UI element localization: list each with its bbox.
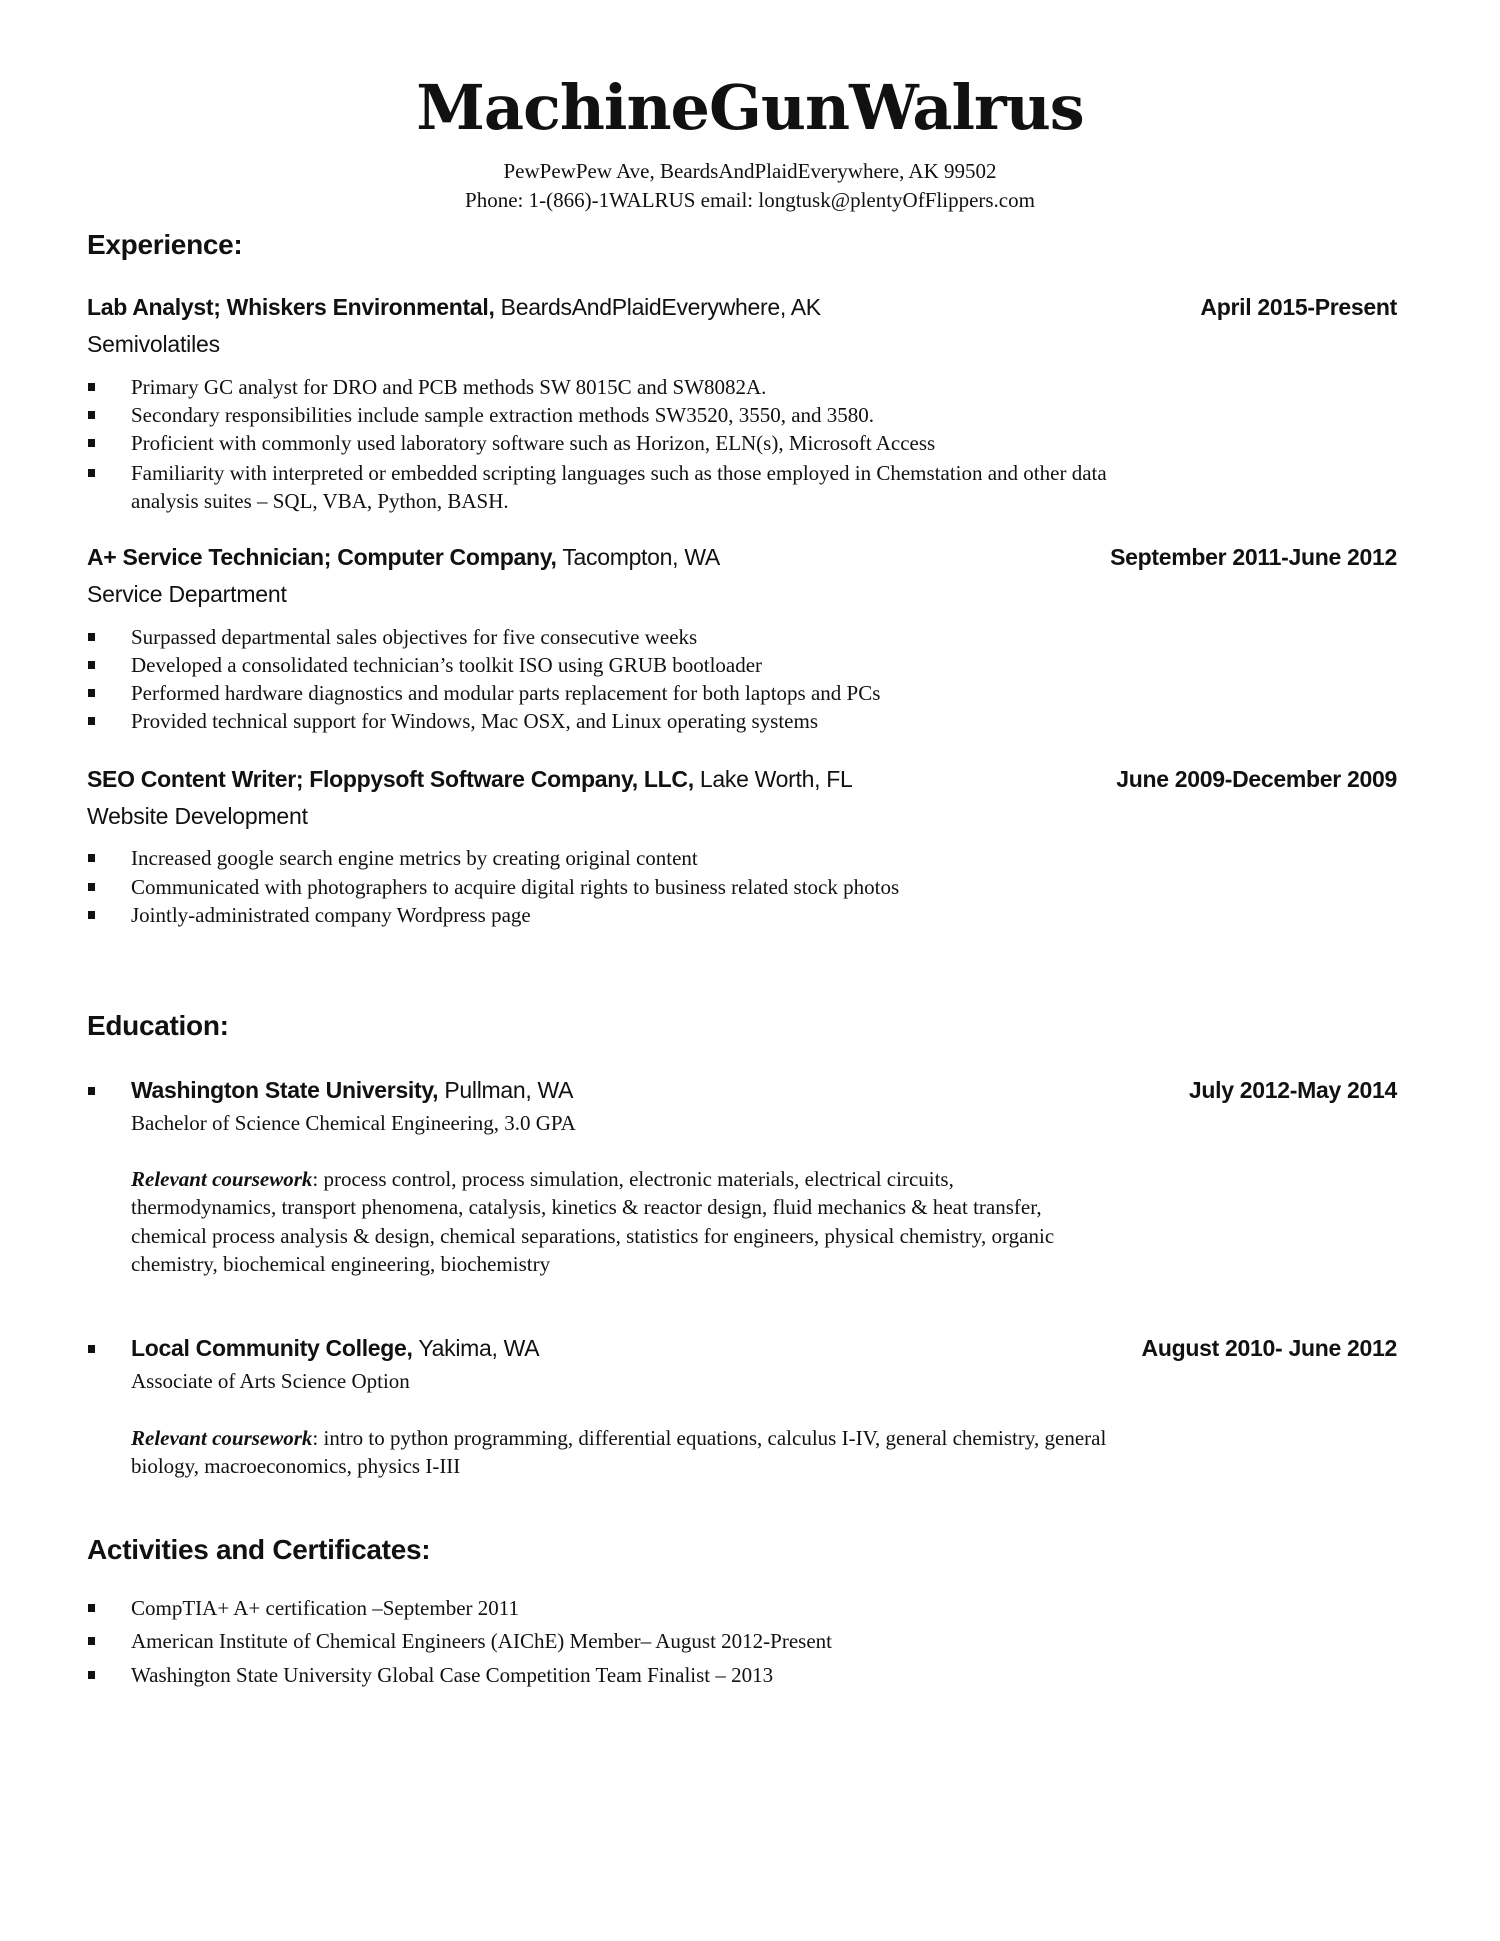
- job-title: Lab Analyst; Whiskers Environmental,: [87, 294, 495, 320]
- list-item: Secondary responsibilities include sample extraction methods SW3520, 3550, and 3580.: [131, 401, 874, 429]
- job-department: Website Development: [87, 803, 308, 829]
- list-item: Developed a consolidated technician’s toolkit ISO using GRUB bootloader: [131, 651, 762, 679]
- job-location: Lake Worth, FL: [699, 766, 853, 792]
- coursework-line: chemical process analysis & design, chemical separations, statistics for engineers, physical chemistry, organic: [131, 1224, 1055, 1248]
- list-item: Jointly-administrated company Wordpress page: [131, 901, 531, 929]
- list-item: Surpassed departmental sales objectives for five consecutive weeks: [131, 623, 697, 651]
- coursework-label: Relevant coursework: [131, 1426, 313, 1450]
- list-item: American Institute of Chemical Engineers (AIChE) Member– August 2012-Present: [131, 1627, 832, 1655]
- school-dates: August 2010- June 2012: [1141, 1335, 1397, 1361]
- bullet-icon: [88, 1087, 95, 1095]
- list-item: Provided technical support for Windows, Mac OSX, and Linux operating systems: [131, 707, 818, 735]
- bullet-icon: [88, 1604, 95, 1612]
- job-title: A+ Service Technician; Computer Company,: [87, 544, 557, 570]
- list-item: Primary GC analyst for DRO and PCB methods SW 8015C and SW8082A.: [131, 373, 766, 401]
- school-location: Pullman, WA: [444, 1077, 574, 1103]
- bullet-icon: [88, 1637, 95, 1645]
- contact-info: Phone: 1-(866)-1WALRUS email: longtusk@plentyOfFlippers.com: [465, 188, 1035, 212]
- list-item: CompTIA+ A+ certification –September 2011: [131, 1594, 519, 1622]
- education-heading: Education:: [87, 1010, 229, 1041]
- experience-heading: Experience:: [87, 229, 243, 260]
- coursework-line: biology, macroeconomics, physics I-III: [131, 1454, 461, 1478]
- job-header: [87, 541, 1397, 573]
- school-location: Yakima, WA: [418, 1335, 540, 1361]
- list-item: Proficient with commonly used laboratory software such as Horizon, ELN(s), Microsoft Access: [131, 429, 935, 457]
- school-name: Washington State University,: [131, 1077, 439, 1103]
- coursework-line: Relevant coursework: process control, process simulation, electronic materials, electrical circuits,: [131, 1167, 954, 1191]
- list-item-continuation: analysis suites – SQL, VBA, Python, BASH.: [131, 489, 509, 513]
- bullet-icon: [88, 661, 95, 669]
- school-dates: July 2012-May 2014: [1188, 1077, 1397, 1103]
- job-location: Tacompton, WA: [562, 544, 720, 570]
- bullet-icon: [88, 411, 95, 419]
- coursework-line: chemistry, biochemical engineering, biochemistry: [131, 1252, 551, 1276]
- list-item: Washington State University Global Case Competition Team Finalist – 2013: [131, 1661, 773, 1689]
- job-department: Semivolatiles: [87, 331, 220, 357]
- address: PewPewPew Ave, BeardsAndPlaidEverywhere, AK 99502: [503, 159, 997, 183]
- job-dates: April 2015-Present: [1200, 294, 1397, 320]
- job-location: BeardsAndPlaidEverywhere, AK: [500, 294, 821, 320]
- job-dates: June 2009-December 2009: [1116, 766, 1397, 792]
- school-header: [131, 1074, 1397, 1106]
- bullet-icon: [88, 911, 95, 919]
- bullet-icon: [88, 689, 95, 697]
- degree: Bachelor of Science Chemical Engineering, 3.0 GPA: [131, 1111, 576, 1135]
- bullet-icon: [88, 1345, 95, 1353]
- bullet-icon: [88, 633, 95, 641]
- bullet-icon: [88, 883, 95, 891]
- bullet-icon: [88, 717, 95, 725]
- list-item: Communicated with photographers to acquire digital rights to business related stock photos: [131, 873, 899, 901]
- bullet-icon: [88, 439, 95, 447]
- degree: Associate of Arts Science Option: [131, 1369, 410, 1393]
- activities-heading: Activities and Certificates:: [87, 1534, 431, 1565]
- bullet-icon: [88, 854, 95, 862]
- list-item: Familiarity with interpreted or embedded scripting languages such as those employed in Chemstation and other data: [131, 459, 1107, 487]
- school-header: [131, 1332, 1397, 1364]
- resume-name: MachineGunWalrus: [416, 71, 1084, 144]
- job-title: SEO Content Writer; Floppysoft Software Company, LLC,: [87, 766, 694, 792]
- bullet-icon: [88, 383, 95, 391]
- job-dates: September 2011-June 2012: [1110, 544, 1397, 570]
- list-item: Increased google search engine metrics by creating original content: [131, 844, 698, 872]
- list-item: Performed hardware diagnostics and modular parts replacement for both laptops and PCs: [131, 679, 880, 707]
- job-header: [87, 291, 1397, 323]
- bullet-icon: [88, 1671, 95, 1679]
- coursework-label: Relevant coursework: [131, 1167, 313, 1191]
- coursework-line: thermodynamics, transport phenomena, catalysis, kinetics & reactor design, fluid mechanics & heat transfer,: [131, 1195, 1042, 1219]
- job-department: Service Department: [87, 581, 287, 607]
- coursework-line: Relevant coursework: intro to python programming, differential equations, calculus I-IV, general chemistry, general: [131, 1426, 1107, 1450]
- bullet-icon: [88, 469, 95, 477]
- school-name: Local Community College,: [131, 1335, 413, 1361]
- job-header: [87, 763, 1397, 795]
